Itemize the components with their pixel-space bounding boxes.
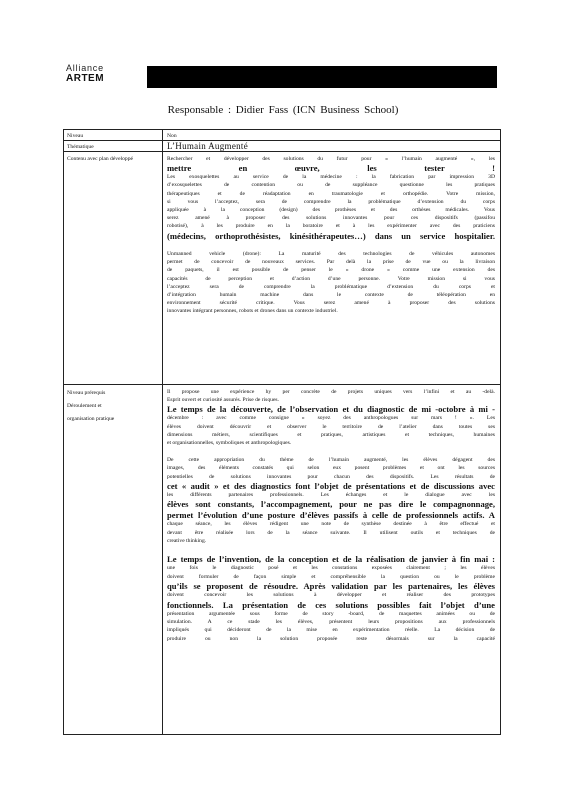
text-line: d’exosquelettes de contention ou de suppléance questionne les pratiques [167,182,495,189]
label-line: Niveau prérequis [67,390,106,396]
row-value: Non [167,133,177,139]
text-line: serez amené à proposer des solutions innovantes pour ces dispositifs (passifou [167,215,495,222]
redacted-title-bar [147,66,497,88]
row-label: Thématique [67,144,94,150]
text-line: (médecins, orthoprothésistes, kinésithérapeutes…) dans un service hospitalier. [167,230,495,241]
text-line: robotisé), à les produire en la boratoire et à les expérimenter avec des praticiens [167,223,495,230]
table-row-thematique [64,141,500,152]
text-line: capacités de perception et d’action d’une personne. Votre mission si vous [167,275,495,282]
logo-line-artem: ARTEM [66,73,105,84]
text-line: l’acceptez sera de comprendre la problématique d’extension du corps et [167,283,495,290]
text-line: thérapeutiques et de réadaptation en traumatologie et orthopédie. Votre mission, [167,190,495,197]
logo-line-alliance: Alliance [66,63,104,73]
text-line: de paquets, il est possible de penser le « drone » comme une extension des [167,267,495,274]
text-line: simulation. A ce stade les élèves, présentent leurs propositions aux professionnels [167,619,495,626]
text-line: Le temps de la découverte, de l’observation et du diagnostic de mi -octobre à mi - [167,404,495,415]
responsable-line: Responsable : Didier Fass (ICN Business School) [167,104,399,116]
text-line: les différents partenaires professionnels. Les échanges et le dialogue avec les [167,492,495,499]
text-line: mettre en œuvre, les tester ! [167,163,495,174]
paragraph-gap [167,447,495,456]
text-line: produire ou non la solution proposée reste désormais sur la capacité [167,635,495,642]
text-line: une fois le diagnostic posé et les constations exposées clairement ; les élèves [167,565,495,572]
thematique-value: L’Humain Augmenté [167,141,249,151]
text-line: environnement sécurité critique. Vous serez amené à proposer des solutions [167,300,495,307]
contenu-text [167,155,495,316]
text-line: qu’ils se proposent de résoudre. Après validation par les partenaires, les élèves [167,580,495,591]
text-line: Unmanned vehicle (drone): La maturité des technologies de véhicules autonomes [167,251,495,257]
text-line: et organisationnelles, symboliques et anthropologiques. [167,439,292,446]
table-row-contenu [64,152,500,385]
text-line: doivent concevoir les solutions à développer et réaliser des prototypes [167,592,495,599]
row-label: Contenu avec plan développé [67,156,134,162]
text-line: élèves sont constants, l’accompagnement, pour ne pas dire le compagnonnage, [167,499,495,510]
text-line: doivent formuler de façon simple et compréhensible la question ou le problème [167,573,495,580]
text-line: présentation argumentée sous forme de story -board, de maquettes animées ou de [167,611,495,617]
text-line: permet de concevoir de nouveaux services. Par delà la prise de vue ou la livraison [167,259,495,266]
text-line: élèves doivent découvrir et observer le territoire de l’atelier dans toutes ses [167,423,495,430]
text-line: d’intégration humain machine dans le contexte de téléopération en [167,291,495,298]
deroulement-text [167,388,495,643]
text-line: impliqués qui décideront de la mise en expérimentation réelle. La décision de [167,627,495,634]
text-line: Le temps de l’invention, de la conception et de la réalisation de janvier à fin mai : [167,553,495,564]
paragraph-gap [167,545,495,554]
label-line: organisation pratique [67,416,115,422]
alliance-artem-logo [66,64,104,84]
text-line: potentielles de solutions innovantes pour chacun des dispositifs. Les résultats de [167,473,495,480]
text-line: si vous l’acceptez, sera de comprendre la problématique d’extension du corps [167,198,495,205]
text-line: chaque séance, les élèves rédigent une note de synthèse destinée à être effectué et [167,521,495,528]
row-label: Niveau [67,133,84,139]
text-line: permet l’évolution d’une posture d’élèves passifs à celle de professionnels actifs. A [167,509,495,520]
label-line: Déroulement et [67,403,102,409]
text-line: Rechercher et développer des solutions du futur pour « l’humain augmenté », les [167,156,495,162]
text-line: images, des éléments constatés qui selon eux posent problèmes et ont les sources [167,465,495,472]
text-line: innovantes intégrant personnes, robots et drones dans un contexte industriel. [167,308,338,315]
text-line: devant être réalisée lors de la séance suivante. Il utilisent outils et techniques de [167,529,495,536]
course-table [63,129,501,735]
text-line: Les exosquelettes au service de la médecine : la fabrication par impression 3D [167,174,495,181]
text-line: décembre : avec comme consigne « soyez des anthropologues sur mars ! ». Les [167,415,495,422]
text-line: cet « audit » et des diagnostics font l’objet de présentations et de discussions avec [167,480,495,491]
text-line: fonctionnels. La présentation de ces solutions possibles fait l’objet d’une [167,599,495,610]
text-line: De cette appropriation du thème de l’humain augmenté, les élèves dégagent des [167,457,495,464]
text-line: dimensions métiers, scientifiques et pratiques, artistiques et techniques, humaines [167,431,495,438]
text-line: creative thinking. [167,537,207,544]
table-row-niveau [64,130,500,141]
table-row-deroulement [64,385,500,734]
text-line: Il propose une expérience hy per concrète de projets uniques vers l’infini et au -delà. [167,389,495,395]
paragraph-gap [167,241,495,250]
text-line: Esprit ouvert et curiosité assurés. Prise de risques. [167,397,280,404]
text-line: appliquée à la conception (design) des prothèses et des orthèses médicales. Vous [167,206,495,213]
row-label [67,387,159,426]
